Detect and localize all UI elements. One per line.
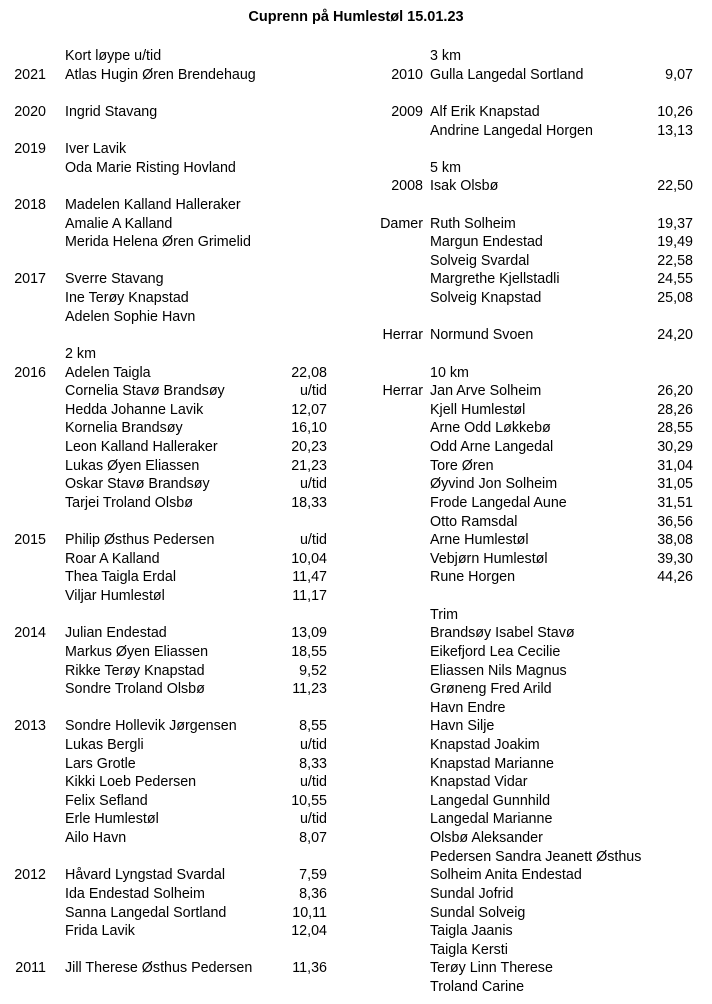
result-row: [0, 885, 712, 904]
group-label: 2010: [391, 66, 423, 83]
result-time: 11,36: [292, 960, 327, 977]
result-time: 8,55: [299, 718, 327, 735]
participant-name: Roar A Kalland: [65, 550, 160, 567]
section-heading-row: [0, 364, 712, 383]
participant-name: Adelen Taigla: [65, 364, 151, 381]
participant-name: Normund Svoen: [430, 327, 534, 344]
result-time: u/tid: [299, 774, 327, 791]
result-time: 18,33: [291, 494, 327, 511]
result-time: 8,07: [299, 830, 327, 846]
participant-name: Terøy Linn Therese: [430, 960, 553, 977]
result-time: u/tid: [299, 811, 327, 828]
group-label: 2015: [14, 532, 46, 549]
result-row: [0, 736, 712, 755]
participant-name: Atlas Hugin Øren Brendehaug: [65, 66, 256, 83]
result-time: 9,07: [665, 66, 693, 83]
result-time: 12,07: [291, 401, 327, 418]
result-row: [0, 140, 712, 159]
result-row: [0, 810, 712, 829]
participant-name: Sundal Jofrid: [430, 885, 514, 902]
result-row: [0, 755, 712, 774]
result-row: [0, 922, 712, 941]
result-time: 8,33: [299, 755, 327, 772]
result-row: [0, 978, 712, 997]
result-row: [0, 438, 712, 457]
result-row: [0, 270, 712, 289]
result-row: [0, 550, 712, 569]
participant-name: Solveig Svardal: [430, 252, 530, 269]
participant-name: Vebjørn Humlestøl: [430, 550, 548, 567]
result-row: [0, 122, 712, 141]
result-row: [0, 66, 712, 85]
participant-name: Kornelia Brandsøy: [65, 420, 183, 437]
result-time: 22,50: [657, 178, 693, 195]
result-time: 36,56: [657, 513, 693, 530]
result-time: 11,23: [292, 681, 327, 698]
participant-name: Gulla Langedal Sortland: [430, 66, 584, 83]
participant-name: Olsbø Aleksander: [430, 830, 543, 846]
result-time: 21,23: [291, 457, 327, 474]
participant-name: Solheim Anita Endestad: [430, 867, 582, 884]
section-heading: 2 km: [65, 345, 96, 362]
result-row: [0, 699, 712, 718]
result-row: [0, 941, 712, 960]
participant-name: Frode Langedal Aune: [430, 494, 567, 511]
group-label: Herrar: [382, 327, 423, 344]
result-row: [0, 773, 712, 792]
participant-name: Brandsøy Isabel Stavø: [430, 625, 575, 642]
result-time: 13,13: [657, 122, 693, 139]
result-row: [0, 680, 712, 699]
result-time: 24,20: [657, 327, 693, 344]
result-time: 12,04: [291, 923, 327, 940]
result-row: [0, 643, 712, 662]
participant-name: Oskar Stavø Brandsøy: [65, 476, 210, 493]
participant-name: Rikke Terøy Knapstad: [65, 662, 205, 679]
participant-name: Lukas Øyen Eliassen: [65, 457, 200, 474]
result-row: [0, 531, 712, 550]
participant-name: Lars Grotle: [65, 755, 136, 772]
participant-name: Merida Helena Øren Grimelid: [65, 234, 251, 251]
result-time: 9,52: [299, 662, 327, 679]
group-label: 2013: [14, 718, 46, 735]
result-row: [0, 904, 712, 923]
participant-name: Isak Olsbø: [430, 178, 499, 195]
participant-name: Kjell Humlestøl: [430, 401, 526, 418]
result-time: 31,04: [657, 457, 693, 474]
participant-name: Sanna Langedal Sortland: [65, 904, 227, 921]
result-time: 11,17: [292, 588, 327, 604]
participant-name: Jill Therese Østhus Pedersen: [65, 960, 253, 977]
result-row: [0, 457, 712, 476]
participant-name: Margrethe Kjellstadli: [430, 271, 560, 288]
result-time: 38,08: [657, 532, 693, 549]
result-row: [0, 624, 712, 643]
participant-name: Jan Arve Solheim: [430, 383, 542, 400]
result-time: 24,55: [657, 271, 693, 288]
result-row: [0, 662, 712, 681]
result-row: [0, 401, 712, 420]
group-label: 2017: [14, 271, 46, 288]
result-time: 19,37: [657, 215, 693, 232]
result-time: 11,47: [292, 569, 327, 586]
participant-name: Øyvind Jon Solheim: [430, 476, 558, 493]
section-heading-row: [0, 47, 712, 66]
participant-name: Havn Endre: [430, 699, 506, 716]
result-time: u/tid: [299, 476, 327, 493]
participant-name: Langedal Gunnhild: [430, 792, 551, 809]
participant-name: Langedal Marianne: [430, 811, 553, 828]
participant-name: Håvard Lyngstad Svardal: [65, 867, 226, 884]
participant-name: Sverre Stavang: [65, 271, 164, 288]
participant-name: Margun Endestad: [430, 234, 543, 251]
participant-name: Ida Endestad Solheim: [65, 885, 205, 902]
result-time: 7,59: [299, 867, 327, 884]
group-label: 2008: [391, 178, 423, 195]
section-heading: 10 km: [430, 364, 469, 381]
result-time: 18,55: [291, 643, 327, 660]
participant-name: Sondre Hollevik Jørgensen: [65, 718, 237, 735]
result-time: 26,20: [657, 383, 693, 400]
section-heading: Trim: [430, 606, 459, 623]
page-title: Cuprenn på Humlestøl 15.01.23: [248, 9, 464, 25]
result-time: u/tid: [299, 532, 327, 549]
result-time: u/tid: [299, 383, 327, 400]
result-row: [0, 587, 712, 606]
participant-name: Felix Sefland: [65, 792, 148, 809]
result-time: 31,51: [657, 494, 693, 511]
group-label: 2011: [15, 960, 46, 977]
participant-name: Adelen Sophie Havn: [65, 308, 196, 325]
result-time: 10,11: [292, 904, 327, 921]
participant-name: Frida Lavik: [65, 923, 135, 940]
participant-name: Otto Ramsdal: [430, 513, 518, 530]
participant-name: Taigla Jaanis: [430, 923, 513, 940]
result-row: [0, 233, 712, 252]
section-heading-row: [0, 345, 712, 364]
participant-name: Markus Øyen Eliassen: [65, 643, 209, 660]
participant-name: Thea Taigla Erdal: [65, 569, 177, 586]
participant-name: Knapstad Marianne: [430, 755, 554, 772]
participant-name: Alf Erik Knapstad: [430, 103, 540, 120]
result-row: [0, 308, 712, 327]
result-row: [0, 419, 712, 438]
result-row: [0, 215, 712, 234]
result-row: [0, 866, 712, 885]
section-heading-row: [0, 159, 712, 178]
group-label: 2009: [391, 103, 423, 120]
participant-name: Ailo Havn: [65, 830, 127, 846]
group-label: 2016: [14, 364, 46, 381]
participant-name: Solveig Knapstad: [430, 290, 542, 307]
section-heading: Kort løype u/tid: [65, 48, 162, 64]
participant-name: Ine Terøy Knapstad: [65, 290, 189, 307]
group-label: 2014: [14, 625, 46, 642]
result-time: 25,08: [657, 290, 693, 307]
result-row: [0, 848, 712, 867]
participant-name: Havn Silje: [430, 718, 495, 735]
result-time: 10,04: [291, 550, 327, 567]
participant-name: Knapstad Vidar: [430, 774, 528, 791]
participant-name: Odd Arne Langedal: [430, 439, 554, 455]
group-label: Damer: [380, 215, 423, 232]
result-row: [0, 177, 712, 196]
result-time: 20,23: [291, 439, 327, 455]
result-time: 19,49: [657, 234, 693, 251]
group-label: 2018: [14, 197, 46, 213]
participant-name: Kikki Loeb Pedersen: [65, 774, 197, 791]
result-row: [0, 568, 712, 587]
participant-name: Cornelia Stavø Brandsøy: [65, 383, 225, 400]
group-label: 2020: [14, 103, 46, 120]
participant-name: Sundal Solveig: [430, 904, 526, 921]
result-row: [0, 252, 712, 271]
result-row: [0, 475, 712, 494]
participant-name: Pedersen Sandra Jeanett Østhus: [430, 848, 642, 865]
participant-name: Rune Horgen: [430, 569, 516, 586]
participant-name: Sondre Troland Olsbø: [65, 681, 205, 698]
result-time: u/tid: [299, 736, 327, 753]
result-row: [0, 326, 712, 345]
result-time: 8,36: [299, 885, 327, 902]
result-time: 44,26: [657, 569, 693, 586]
section-heading: 3 km: [430, 48, 461, 64]
participant-name: Knapstad Joakim: [430, 736, 540, 753]
result-row: [0, 494, 712, 513]
result-row: [0, 196, 712, 215]
participant-name: Andrine Langedal Horgen: [430, 122, 593, 139]
result-time: 10,55: [291, 792, 327, 809]
result-time: 31,05: [657, 476, 693, 493]
group-label: Herrar: [382, 383, 423, 400]
result-time: 28,26: [657, 401, 693, 418]
participant-name: Erle Humlestøl: [65, 811, 159, 828]
group-label: 2021: [14, 66, 46, 83]
group-label: 2019: [14, 141, 46, 158]
result-time: 28,55: [657, 420, 693, 437]
participant-name: Leon Kalland Halleraker: [65, 439, 218, 455]
result-time: 16,10: [291, 420, 327, 437]
participant-name: Eikefjord Lea Cecilie: [430, 643, 561, 660]
participant-name: Philip Østhus Pedersen: [65, 532, 215, 549]
participant-name: Julian Endestad: [65, 625, 167, 642]
participant-name: Arne Odd Løkkebø: [430, 420, 551, 437]
result-row: [0, 289, 712, 308]
participant-name: Viljar Humlestøl: [65, 588, 165, 604]
section-heading: 5 km: [430, 159, 461, 176]
result-row: [0, 792, 712, 811]
participant-name: Lukas Bergli: [65, 736, 144, 753]
participant-name: Grøneng Fred Arild: [430, 681, 552, 698]
participant-name: Eliassen Nils Magnus: [430, 662, 567, 679]
section-heading-row: [0, 606, 712, 625]
result-row: [0, 382, 712, 401]
result-row: [0, 513, 712, 532]
result-time: 22,58: [657, 252, 693, 269]
result-time: 10,26: [657, 103, 693, 120]
result-row: [0, 717, 712, 736]
participant-name: Iver Lavik: [65, 141, 127, 158]
participant-name: Taigla Kersti: [430, 941, 508, 958]
participant-name: Hedda Johanne Lavik: [65, 401, 204, 418]
result-time: 22,08: [291, 364, 327, 381]
result-time: 30,29: [657, 439, 693, 455]
participant-name: Ingrid Stavang: [65, 103, 158, 120]
result-row: [0, 829, 712, 848]
participant-name: Amalie A Kalland: [65, 215, 173, 232]
participant-name: Ruth Solheim: [430, 215, 516, 232]
participant-name: Troland Carine: [430, 979, 525, 995]
group-label: 2012: [14, 867, 46, 884]
participant-name: Madelen Kalland Halleraker: [65, 197, 241, 213]
result-time: 13,09: [291, 625, 327, 642]
participant-name: Tarjei Troland Olsbø: [65, 494, 193, 511]
participant-name: Arne Humlestøl: [430, 532, 529, 549]
participant-name: Tore Øren: [430, 457, 494, 474]
result-row: [0, 959, 712, 978]
result-row: [0, 103, 712, 122]
participant-name: Oda Marie Risting Hovland: [65, 159, 236, 176]
result-time: 39,30: [657, 550, 693, 567]
